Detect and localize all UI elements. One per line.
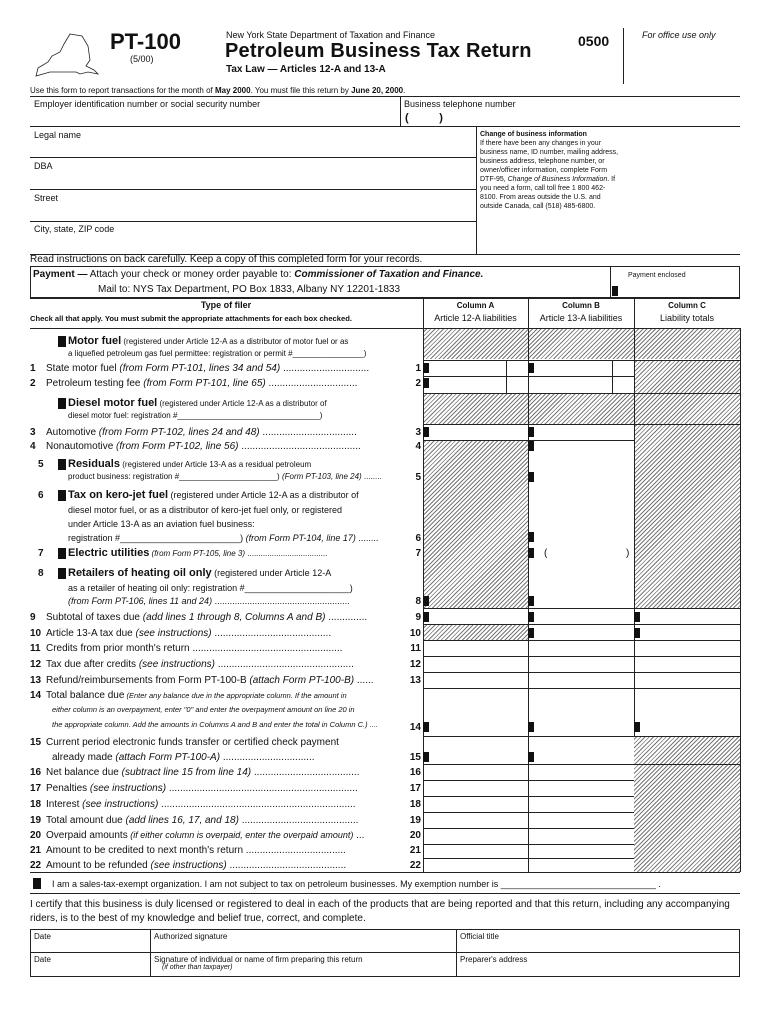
kero-jet-registration: registration #________________________) (from Form PT-104, line 17) ........ [68,533,379,543]
column-a-header: Column A [456,301,495,310]
motor-fuel-registration: a liquefied petroleum gas fuel permittee: registration or permit #________________) [68,349,367,358]
line-num-13: 13 [409,675,421,686]
form-number: PT-100 [110,29,181,54]
electric-utilities-checkbox[interactable] [58,548,66,559]
line-16-label: 16 Net balance due (subtract line 15 from line 14) ...................................... [30,767,360,778]
official-title-input[interactable] [457,941,739,951]
tax-law: Tax Law — Articles 12-A and 13-A [226,64,386,75]
preparer-signature-label: Signature of individual or name of firm preparing this return [154,955,363,964]
column-a-subheader: Article 12-A liabilities [434,313,517,323]
line-14-label: 14 Total balance due (Enter any balance due in the appropriate column. If the amount in [30,690,347,701]
form-code: 0500 [578,33,610,49]
diesel-fuel-checkbox[interactable] [58,398,66,409]
exempt-checkbox[interactable] [33,878,41,889]
authorized-signature-input[interactable] [151,941,455,951]
column-b-header: Column B [562,301,600,310]
line-14-note-cont-2: the appropriate column. Add the amounts in Columns A and B and enter the total in Column C.) .... [52,720,379,729]
street-input[interactable] [30,204,470,220]
motor-fuel-checkbox[interactable] [58,336,66,347]
date-input-1[interactable] [31,941,149,951]
residuals-section: Residuals (registered under Article 13-A as a residual petroleum [68,458,312,470]
line-num-3: 3 [415,427,421,438]
legal-name-input[interactable] [30,140,470,156]
line-8-number: 8 [38,568,44,579]
payment-enclosed-checkbox[interactable] [612,286,618,296]
preparer-address-label: Preparer's address [460,955,528,964]
heating-oil-checkbox[interactable] [58,568,66,579]
line-15-cont: already made (attach Form PT-100-A) ................................. [52,752,315,763]
electric-utilities-section: Electric utilities (from Form PT-105, line 3) .................................... [68,547,328,559]
line-num-8: 8 [415,596,421,607]
agency-name: New York State Department of Taxation and Finance [226,30,435,40]
form-title: Petroleum Business Tax Return [225,40,532,62]
legal-name-label: Legal name [34,130,82,140]
motor-fuel-section: Motor fuel (registered under Article 12-A as a distributor of motor fuel or as [68,335,349,347]
certification-statement: I certify that this business is duly licensed or registered to deal in each of the products that are being reported and that this return, including any accompanying riders, is to the best of my knowledge and belief true, correct, and complete. [30,899,730,924]
line-1-label: 1 State motor fuel (from Form PT-101, lines 34 and 54) ............................... [30,363,370,374]
line-6-number: 6 [38,490,44,501]
line-7-number: 7 [38,548,44,559]
line-num-4: 4 [415,441,421,452]
mail-to-address: Mail to: NYS Tax Department, PO Box 1833, Albany NY 12201-1833 [98,284,401,295]
line-2-label: 2 Petroleum testing fee (from Form PT-101, line 65) ................................ [30,378,358,389]
type-of-filer-header: Type of filer [200,300,252,310]
kero-jet-desc-3: under Article 13-A as an aviation fuel business: [68,519,255,529]
kero-jet-section: Tax on kero-jet fuel (registered under Article 12-A as a distributor of [68,489,359,501]
line-num-15: 15 [409,752,421,763]
payment-instruction: Payment — Attach your check or money order payable to: Commissioner of Taxation and Finance. [33,269,484,280]
line-10-label: 10 Article 13-A tax due (see instructions) .......................................... [30,628,332,639]
line-num-19: 19 [409,815,421,826]
kero-jet-desc-2: diesel motor fuel, or as a distributor of kero-jet fuel only, or registered [68,505,342,515]
phone-label: Business telephone number [404,99,516,109]
line-num-14: 14 [409,722,421,733]
check-all-instruction: Check all that apply. You must submit the appropriate attachments for each box checked. [30,314,352,323]
line-num-11: 11 [410,643,421,654]
dba-label: DBA [34,161,53,171]
residuals-checkbox[interactable] [58,459,66,470]
heating-oil-form: (from Form PT-106, lines 11 and 24) ...................................................... [68,596,350,606]
city-state-zip-input[interactable] [30,236,470,252]
line-num-16: 16 [409,767,421,778]
column-b-subheader: Article 13-A liabilities [539,313,623,323]
line-num-7: 7 [415,548,421,559]
diesel-fuel-section: Diesel motor fuel (registered under Article 12-A as a distributor of [68,397,327,409]
line-num-1: 1 [415,363,421,374]
new-york-state-outline-icon [30,32,100,80]
line-7-paren-open: ( [544,548,548,559]
date-input-2[interactable] [31,965,149,976]
line-num-9: 9 [415,612,421,623]
line-19-label: 19 Total amount due (add lines 16, 17, and 18) .......................................... [30,815,359,826]
preparer-signature-input[interactable] [151,972,455,976]
line-17-label: 17 Penalties (see instructions) .................................................................... [30,783,358,794]
column-c-header: Column C [668,301,706,310]
official-title-label: Official title [460,932,499,941]
line-num-5: 5 [415,472,421,483]
line-12-label: 12 Tax due after credits (see instructions) ................................................. [30,659,354,670]
line-num-22: 22 [409,860,421,871]
preparer-signature-sub: (if other than taxpayer) [162,964,233,971]
line-num-10: 10 [409,628,421,639]
kero-jet-checkbox[interactable] [58,490,66,501]
line-num-6: 6 [415,533,421,544]
line-4-label: 4 Nonautomotive (from Form PT-102, line 56) ........................................... [30,441,361,452]
line-num-20: 20 [409,830,421,841]
authorized-signature-label: Authorized signature [154,932,228,941]
phone-input[interactable] [452,112,738,126]
office-use-label: For office use only [642,30,716,40]
line-num-18: 18 [409,799,421,810]
form-revision: (5/00) [130,54,154,64]
street-label: Street [34,193,59,203]
column-c-subheader: Liability totals [659,313,715,323]
phone-area-code: ( ) [405,112,443,124]
line-num-12: 12 [409,659,421,670]
preparer-address-input[interactable] [457,965,739,976]
line-18-label: 18 Interest (see instructions) ...................................................................... [30,799,356,810]
heating-oil-section: Retailers of heating oil only (registered under Article 12-A [68,567,332,579]
line-7-paren-close: ) [626,548,630,559]
line-21-label: 21 Amount to be credited to next month's return .................................... [30,845,346,856]
change-of-business-info: Change of business information If there have been any changes in your business name, ID number, mailing address, business address, telephone number, or owner/officer information, complete Form DTF-95, Change of Business Information. If you need a form, call toll free 1 800 462-8100. From areas outside the U.S. and outside Canada, call (518) 485-6800. [480,131,619,210]
line-num-21: 21 [409,845,421,856]
dba-input[interactable] [30,172,470,188]
line-num-17: 17 [409,783,421,794]
city-state-zip-label: City, state, ZIP code [34,224,115,234]
read-instructions: Read instructions on back carefully. Keep a copy of this completed form for your records. [30,254,423,265]
date-label-1: Date [34,932,51,941]
line-11-label: 11 Credits from prior month's return ...................................................... [30,643,343,654]
ein-label: Employer identification number or social security number [34,99,261,109]
payment-enclosed-label: Payment enclosed [628,272,686,279]
line-3-label: 3 Automotive (from Form PT-102, lines 24 and 48) .................................. [30,427,357,438]
line-5-number: 5 [38,459,44,470]
ein-input[interactable] [30,112,398,126]
line-14-note-cont-1: either column is an overpayment, enter "0" and enter the overpayment amount on line 20 in [52,705,355,714]
filing-instruction: Use this form to report transactions for the month of May 2000. You must file this return by June 20, 2000. [30,86,406,95]
line-20-label: 20 Overpaid amounts (if either column is overpaid, enter the overpaid amount) ... [30,830,365,841]
exempt-statement: I am a sales-tax-exempt organization. I am not subject to tax on petroleum businesses. My exemption number is _______________________________ . [52,879,661,889]
line-15-label: 15 Current period electronic funds transfer or certified check payment [30,737,339,748]
line-13-label: 13 Refund/reimbursements from Form PT-100-B (attach Form PT-100-B) ...... [30,675,374,686]
line-9-label: 9 Subtotal of taxes due (add lines 1 through 8, Columns A and B) .............. [30,612,368,623]
diesel-fuel-registration: diesel motor fuel: registration #________________________________) [68,411,323,420]
line-num-2: 2 [415,378,421,389]
residuals-registration: product business: registration #______________________) (Form PT-103, line 24) ........ [68,472,382,481]
heating-oil-registration: as a retailer of heating oil only: registration #_____________________) [68,583,353,593]
line-22-label: 22 Amount to be refunded (see instructions) .......................................... [30,860,347,871]
date-label-2: Date [34,955,51,964]
